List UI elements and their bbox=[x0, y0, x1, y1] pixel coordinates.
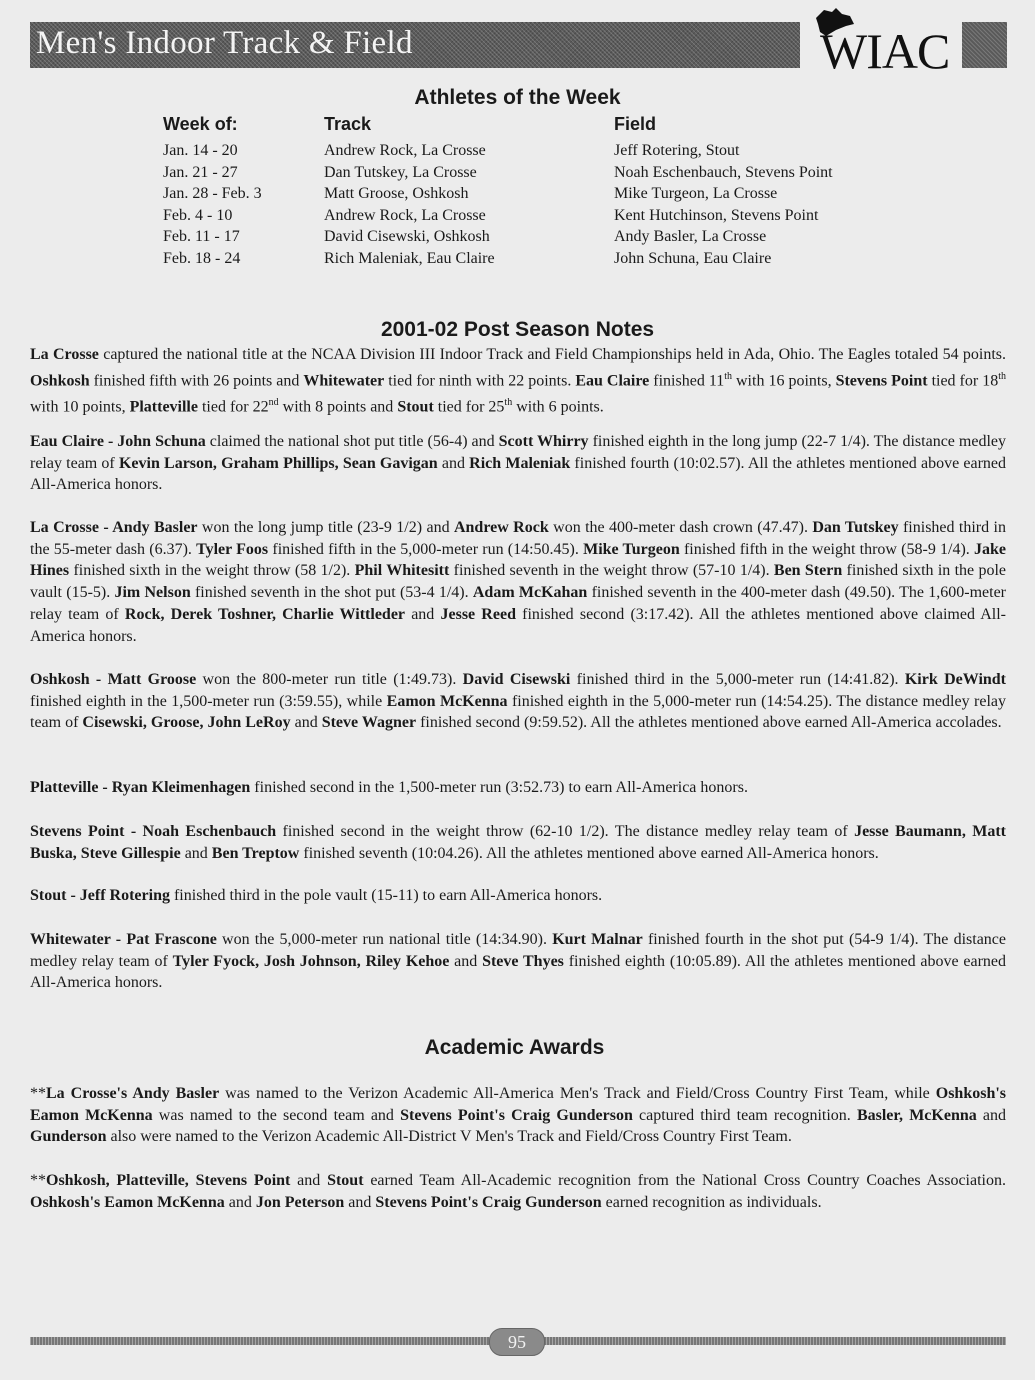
bold-text: Stout - Jeff Rotering bbox=[30, 887, 170, 904]
bold-text: Eau Claire - John Schuna bbox=[30, 433, 206, 450]
bold-text: Ben Stern bbox=[773, 562, 843, 580]
bold-text: Phil Whitesitt bbox=[354, 562, 450, 580]
field-cell: Jeff Rotering, Stout bbox=[614, 142, 740, 159]
text-run: captured the national title at the NCAA Division III Indoor Track and Field Championships held in Ada, Ohio. The Eagles totaled 54 points. bbox=[98, 346, 1007, 363]
bold-text: Oshkosh - Matt Groose bbox=[30, 671, 197, 688]
field-column bbox=[614, 114, 833, 270]
week-column bbox=[163, 114, 262, 270]
bold-text: Scott Whirry bbox=[498, 433, 589, 450]
post-season-paragraph bbox=[30, 777, 1006, 799]
text-run: finished eighth (10:05.89). All the athletes mentioned above earned All-America honors. bbox=[30, 952, 1007, 992]
text-run: and bbox=[449, 952, 483, 970]
text-run: finished eighth in the 1,500-meter run (3:59.55), while bbox=[30, 692, 387, 710]
bold-text: Oshkosh, Platteville, Stevens Point bbox=[46, 1172, 291, 1189]
week-column-header: Week of: bbox=[163, 114, 238, 134]
text-run: ** bbox=[30, 1172, 46, 1189]
text-run: finished fifth in the 5,000-meter run (14:50.45). bbox=[268, 540, 584, 558]
track-cell: Andrew Rock, La Crosse bbox=[324, 142, 486, 159]
week-cell: Jan. 28 - Feb. 3 bbox=[163, 185, 262, 203]
bold-text: Eau Claire bbox=[575, 372, 650, 390]
text-run: and bbox=[344, 1193, 376, 1211]
text-run: won the 400-meter dash crown (47.47). bbox=[548, 519, 813, 536]
bold-text: Oshkosh's Eamon McKenna bbox=[30, 1193, 225, 1211]
bold-text: Stevens Point bbox=[835, 372, 928, 390]
track-cell: Rich Maleniak, Eau Claire bbox=[324, 249, 495, 267]
field-cell: Kent Hutchinson, Stevens Point bbox=[614, 206, 819, 224]
text-run: and bbox=[437, 454, 470, 472]
bold-text: Tyler Foos bbox=[196, 540, 269, 558]
text-run: and bbox=[976, 1106, 1007, 1124]
post-season-paragraph bbox=[30, 517, 1006, 647]
track-cell: David Cisewski, Oshkosh bbox=[324, 228, 490, 246]
text-run: with 16 points, bbox=[732, 372, 836, 390]
text-run: tied for ninth with 22 points. bbox=[384, 372, 576, 390]
bold-text: La Crosse bbox=[30, 346, 99, 363]
field-cell: Mike Turgeon, La Crosse bbox=[614, 185, 778, 203]
bold-text: La Crosse - Andy Basler bbox=[30, 519, 198, 536]
ordinal-suffix: th bbox=[998, 370, 1006, 382]
bold-text: Cisewski, Groose, John LeRoy bbox=[82, 714, 291, 732]
bold-text: Gunderson bbox=[30, 1128, 107, 1146]
week-cell: Feb. 4 - 10 bbox=[163, 206, 233, 224]
bold-text: Stevens Point's Craig Gunderson bbox=[375, 1193, 602, 1211]
text-run: tied for 22 bbox=[197, 398, 269, 416]
bold-text: Basler, McKenna bbox=[856, 1106, 977, 1124]
page-title: Men's Indoor Track & Field bbox=[36, 25, 413, 61]
bold-text: Stout bbox=[327, 1172, 364, 1189]
field-cell: Noah Eschenbauch, Stevens Point bbox=[614, 163, 833, 181]
track-column bbox=[324, 114, 495, 270]
bold-text: Oshkosh's Eamon McKenna bbox=[30, 1085, 1007, 1124]
text-run: and bbox=[405, 605, 441, 623]
bold-text: Platteville bbox=[129, 398, 198, 416]
text-run: finished second in the 1,500-meter run (3:52.73) to earn All-America honors. bbox=[250, 779, 748, 796]
ordinal-suffix: th bbox=[724, 370, 732, 382]
bold-text: Rich Maleniak bbox=[469, 454, 571, 472]
bold-text: Kevin Larson, Graham Phillips, Sean Gavigan bbox=[118, 454, 438, 472]
text-run: finished third in the pole vault (15-11) to earn All-America honors. bbox=[169, 887, 603, 904]
text-run: finished fifth with 26 points and bbox=[89, 372, 304, 390]
text-run: and bbox=[290, 714, 322, 732]
text-run: finished seventh in the 400-meter dash (49.50). The 1,600-meter relay team of bbox=[30, 584, 1006, 623]
bold-text: Stout bbox=[397, 398, 434, 416]
week-cell: Feb. 11 - 17 bbox=[163, 228, 240, 246]
text-run: finished seventh in the weight throw (57-10 1/4). bbox=[449, 562, 774, 580]
bold-text: Jesse Baumann, Matt Buska, Steve Gillespie bbox=[30, 823, 1006, 862]
text-run: finished sixth in the pole vault (15-5). bbox=[30, 562, 1007, 602]
bold-text: Eamon McKenna bbox=[386, 692, 508, 710]
academic-paragraph bbox=[30, 1170, 1006, 1213]
text-run: and bbox=[224, 1193, 256, 1211]
bold-text: Ben Treptow bbox=[211, 844, 300, 862]
field-column-header: Field bbox=[614, 114, 657, 134]
header-banner-end bbox=[962, 22, 1007, 68]
text-run: finished third in the 5,000-meter run (14:41.82). bbox=[570, 671, 905, 688]
text-run: earned Team All-Academic recognition from the National Cross Country Coaches Association. bbox=[363, 1172, 1006, 1189]
field-cell: John Schuna, Eau Claire bbox=[614, 249, 772, 267]
page-number: 95 bbox=[489, 1328, 545, 1356]
wiac-logo bbox=[806, 6, 962, 79]
logo-text: WIAC bbox=[820, 23, 950, 79]
text-run: earned recognition as individuals. bbox=[601, 1193, 822, 1211]
bold-text: Oshkosh bbox=[30, 372, 90, 390]
text-run: finished 11 bbox=[649, 372, 725, 390]
track-cell: Andrew Rock, La Crosse bbox=[324, 206, 486, 224]
track-column-header: Track bbox=[324, 114, 372, 134]
bold-text: Kirk DeWindt bbox=[904, 671, 1007, 688]
bold-text: Rock, Derek Toshner, Charlie Wittleder bbox=[124, 605, 406, 623]
post-season-paragraph bbox=[30, 929, 1006, 994]
bold-text: Dan Tutskey bbox=[812, 519, 899, 536]
academic-awards-title: Academic Awards bbox=[424, 1036, 605, 1059]
text-run: with 6 points. bbox=[512, 398, 604, 416]
bold-text: Jon Peterson bbox=[255, 1193, 345, 1211]
week-cell: Jan. 14 - 20 bbox=[163, 142, 238, 159]
text-run: also were named to the Verizon Academic All-District V Men's Track and Field/Cross Country First Team. bbox=[106, 1128, 792, 1146]
athletes-of-week-title: Athletes of the Week bbox=[414, 86, 621, 109]
bold-text: Jesse Reed bbox=[440, 605, 516, 623]
post-season-title: 2001-02 Post Season Notes bbox=[380, 318, 655, 341]
bold-text: Steve Thyes bbox=[482, 952, 564, 970]
post-season-paragraph bbox=[30, 821, 1006, 864]
post-season-paragraph bbox=[30, 431, 1006, 496]
ordinal-suffix: th bbox=[504, 396, 513, 408]
text-run: tied for 18 bbox=[927, 372, 999, 390]
post-season-paragraph bbox=[30, 885, 1006, 907]
bold-text: Platteville - Ryan Kleimenhagen bbox=[30, 779, 251, 796]
text-run: finished fourth (10:02.57). All the athletes mentioned above earned All-America honors. bbox=[30, 454, 1006, 494]
header-banner bbox=[30, 22, 800, 68]
track-cell: Dan Tutskey, La Crosse bbox=[324, 163, 477, 181]
text-run: finished second (3:17.42). All the athletes mentioned above claimed All-America honors. bbox=[30, 605, 1007, 645]
bold-text: Tyler Fyock, Josh Johnson, Riley Kehoe bbox=[172, 952, 450, 970]
bold-text: Jim Nelson bbox=[114, 584, 191, 602]
bold-text: Steve Wagner bbox=[321, 714, 417, 732]
text-run: finished fourth in the shot put (54-9 1/4). The distance medley relay team of bbox=[30, 931, 1007, 970]
text-run: was named to the Verizon Academic All-America Men's Track and Field/Cross Country First Team, while bbox=[219, 1085, 936, 1102]
bold-text: Stevens Point's Craig Gunderson bbox=[400, 1106, 633, 1124]
ordinal-suffix: nd bbox=[268, 396, 279, 408]
text-run: and bbox=[180, 844, 212, 862]
text-run: finished sixth in the weight throw (58 1/2). bbox=[69, 562, 355, 580]
text-run: finished third in the 55-meter dash (6.37). bbox=[30, 519, 1006, 558]
post-season-paragraph bbox=[30, 344, 1006, 418]
text-run: won the 800-meter run title (1:49.73). bbox=[196, 671, 463, 688]
bold-text: Kurt Malnar bbox=[552, 931, 643, 948]
week-cell: Feb. 18 - 24 bbox=[163, 249, 241, 267]
bold-text: La Crosse's Andy Basler bbox=[46, 1085, 220, 1102]
bold-text: Whitewater - Pat Frascone bbox=[30, 931, 217, 948]
bold-text: Adam McKahan bbox=[472, 584, 588, 602]
text-run: was named to the second team and bbox=[152, 1106, 401, 1124]
text-run: captured third team recognition. bbox=[632, 1106, 857, 1124]
text-run: finished seventh in the shot put (53-4 1/4). bbox=[190, 584, 473, 602]
text-run: and bbox=[290, 1172, 328, 1189]
post-season-paragraph bbox=[30, 669, 1006, 734]
text-run: finished fifth in the weight throw (58-9 1/4). bbox=[679, 540, 975, 558]
text-run: finished eighth in the 5,000-meter run (14:54.25). The distance medley relay team of bbox=[30, 692, 1006, 732]
academic-paragraph bbox=[30, 1083, 1006, 1148]
bold-text: Whitewater bbox=[303, 372, 385, 390]
text-run: ** bbox=[30, 1085, 46, 1102]
text-run: with 10 points, bbox=[30, 398, 130, 416]
text-run: with 8 points and bbox=[278, 398, 398, 416]
text-run: won the long jump title (23-9 1/2) and bbox=[197, 519, 454, 536]
bold-text: Stevens Point - Noah Eschenbauch bbox=[30, 823, 277, 840]
week-cell: Jan. 21 - 27 bbox=[163, 163, 238, 181]
track-cell: Matt Groose, Oshkosh bbox=[324, 185, 469, 203]
bold-text: Jake Hines bbox=[30, 540, 1007, 580]
bold-text: David Cisewski bbox=[462, 671, 571, 688]
bold-text: Andrew Rock bbox=[453, 519, 549, 536]
text-run: finished second (9:59.52). All the athletes mentioned above earned All-America accolades. bbox=[416, 714, 1002, 732]
text-run: claimed the national shot put title (56-4) and bbox=[205, 433, 499, 450]
bold-text: Mike Turgeon bbox=[583, 540, 680, 558]
text-run: finished seventh (10:04.26). All the athletes mentioned above earned All-America honors. bbox=[299, 844, 879, 862]
text-run: finished eighth in the long jump (22-7 1/4). The distance medley relay team of bbox=[30, 433, 1007, 472]
text-run: tied for 25 bbox=[433, 398, 505, 416]
field-cell: Andy Basler, La Crosse bbox=[614, 228, 767, 246]
text-run: finished second in the weight throw (62-10 1/2). The distance medley relay team of bbox=[276, 823, 855, 840]
text-run: won the 5,000-meter run national title (14:34.90). bbox=[216, 931, 553, 948]
